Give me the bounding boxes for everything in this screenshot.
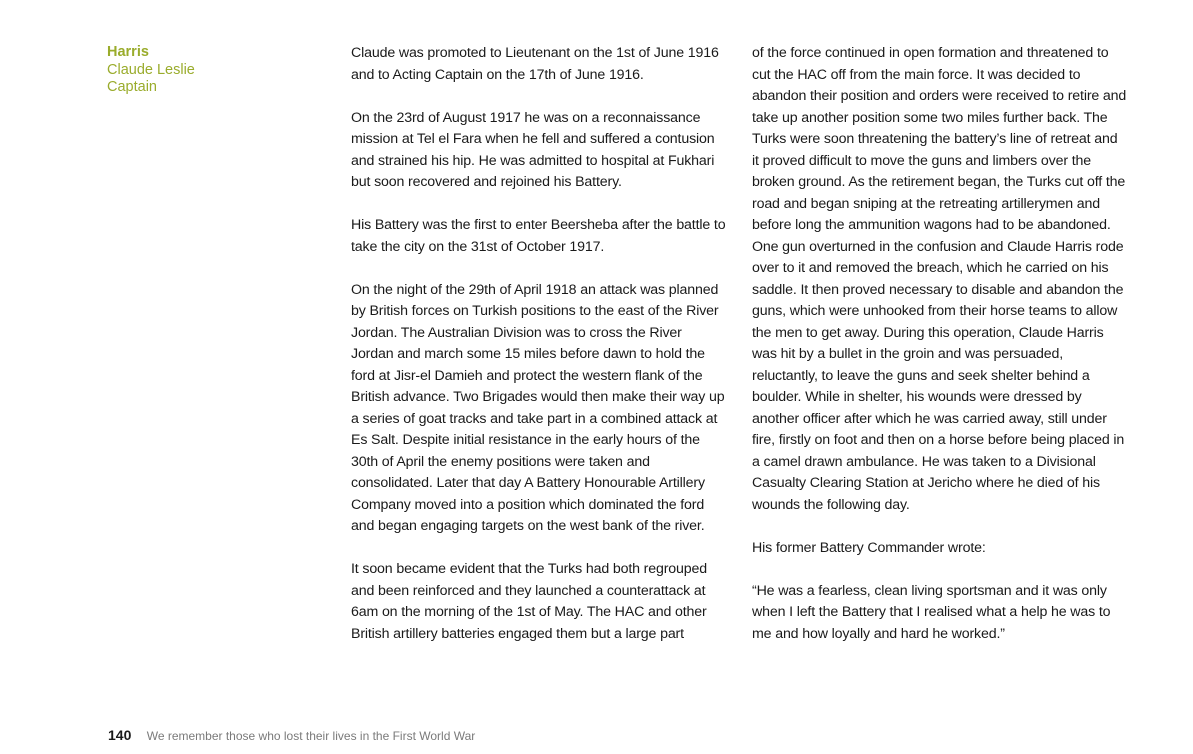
quote-paragraph: “He was a fearless, clean living sportsman and it was only when I left the Battery that I realised what a help he was to me and how loyally and hard he worked.” xyxy=(752,582,1111,642)
paragraph: His former Battery Commander wrote: xyxy=(752,539,986,556)
page-number: 140 xyxy=(108,727,132,743)
right-text-column xyxy=(752,43,1128,667)
paragraph: It soon became evident that the Turks had both regrouped and been reinforced and they launched a counterattack at 6am on the morning of the 1st of May. The HAC and other British artillery batteries engaged them but a large part xyxy=(351,561,707,642)
paragraph: His Battery was the first to enter Beersheba after the battle to take the city on the 31st of October 1917. xyxy=(351,217,726,255)
rank: Captain xyxy=(107,79,157,95)
given-names: Claude Leslie xyxy=(107,61,195,78)
paragraph: On the 23rd of August 1917 he was on a reconnaissance mission at Tel el Fara when he fell and suffered a contusion and strained his hip. He was admitted to hospital at Fukhari but soon recovered and rejoined his Battery. xyxy=(351,109,715,190)
paragraph: of the force continued in open formation and threatened to cut the HAC off from the main force. It was decided to abandon their position and orders were received to retire and take up another position some two miles further back. The Turks were soon threatening the battery’s line of retreat and it proved difficult to move the guns and limbers over the broken ground. As the retirement began, the Turks cut off the road and began sniping at the retreating artillerymen and before long the ammunition wagons had to be abandoned. One gun overturned in the confusion and Claude Harris rode over to it and removed the breach, which he carried on his saddle. It then proved necessary to disable and abandon the guns, which were unhooked from their horse teams to allow the men to get away. During this operation, Claude Harris was hit by a bullet in the groin and was persuaded, reluctantly, to leave the guns and seek shelter behind a boulder. While in shelter, his wounds were dressed by another officer after which he was carried away, still under fire, firstly on foot and then on a horse before being placed in a camel drawn ambulance. He was taken to a Divisional Casualty Clearing Station at Jericho where he died of his wounds the following day. xyxy=(752,45,1127,513)
page-footer xyxy=(108,726,475,745)
person-heading xyxy=(107,44,307,97)
footer-text: We remember those who lost their lives in the First World War xyxy=(146,729,476,743)
surname: Harris xyxy=(107,44,149,60)
paragraph: On the night of the 29th of April 1918 an attack was planned by British forces on Turkish positions to the east of the River Jordan. The Australian Division was to cross the River Jordan and march some 15 miles before dawn to hold the ford at Jisr-el Damieh and protect the western flank of the British advance. Two Brigades would then make their way up a series of goat tracks and take part in a combined attack at Es Salt. Despite initial resistance in the early hours of the 30th of April the enemy positions were taken and consolidated. Later that day A Battery Honourable Artillery Company moved into a position which dominated the ford and began engaging targets on the west bank of the river. xyxy=(351,281,725,534)
left-text-column xyxy=(351,43,727,667)
paragraph: Claude was promoted to Lieutenant on the 1st of June 1916 and to Acting Captain on the 17th of June 1916. xyxy=(351,45,719,83)
